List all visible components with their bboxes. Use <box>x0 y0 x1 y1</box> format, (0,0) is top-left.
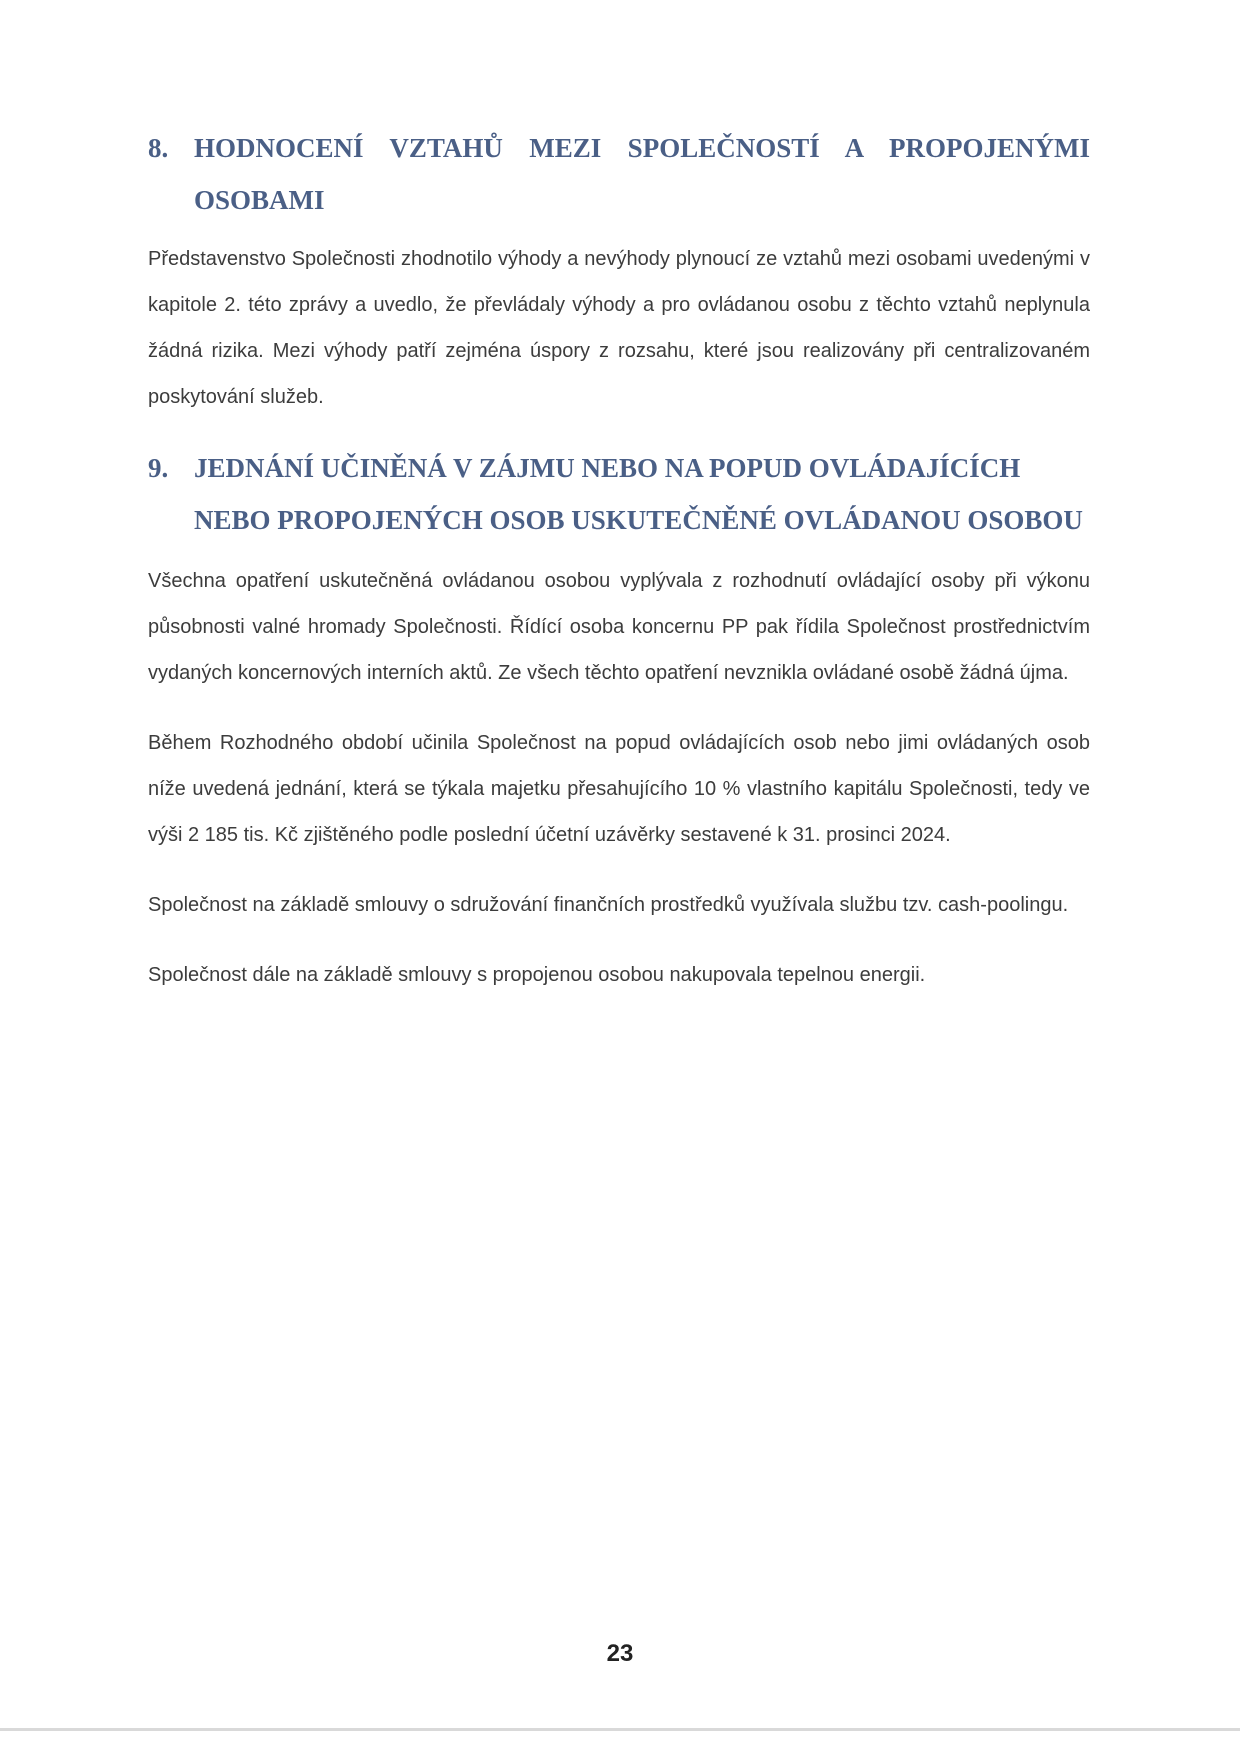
section-9-paragraph-4: Společnost dále na základě smlouvy s propojenou osobou nakupovala tepelnou energii. <box>148 964 926 986</box>
section-9-paragraph-2: Během Rozhodného období učinila Společnost na popud ovládajících osob nebo jimi ovládaných osob níže uvedená jednání, která se týkala majetku přesahujícího 10 % vlastního kapitálu Společnosti, tedy ve výši 2 185 tis. Kč zjištěného podle poslední účetní uzávěrky sestavené k 31. prosinci 2024. <box>148 732 1090 846</box>
section-9-heading <box>148 442 1090 546</box>
section-8-title: HODNOCENÍ VZTAHŮ MEZI SPOLEČNOSTÍ A PROPOJENÝMI OSOBAMI <box>194 133 1090 215</box>
section-9-paragraph-1: Všechna opatření uskutečněná ovládanou osobou vyplývala z rozhodnutí ovládající osoby při výkonu působnosti valné hromady Společnosti. Řídící osoba koncernu PP pak řídila Společnost prostřednictvím vydaných koncernových interních aktů. Ze všech těchto opatření nevznikla ovládané osobě žádná újma. <box>148 570 1090 684</box>
section-8-number: 8. <box>148 133 169 163</box>
section-8-paragraph-1: Představenstvo Společnosti zhodnotilo výhody a nevýhody plynoucí ze vztahů mezi osobami uvedenými v kapitole 2. této zprávy a uvedlo, že převládaly výhody a pro ovládanou osobu z těchto vztahů neplynula žádná rizika. Mezi výhody patří zejména úspory z rozsahu, které jsou realizovány při centralizovaném poskytování služeb. <box>148 248 1090 408</box>
section-8-heading <box>148 122 1090 226</box>
bottom-rule <box>0 1728 1240 1731</box>
section-9-title: JEDNÁNÍ UČINĚNÁ V ZÁJMU NEBO NA POPUD OVLÁDAJÍCÍCH NEBO PROPOJENÝCH OSOB USKUTEČNĚNÉ OVLÁDANOU OSOBOU <box>194 453 1083 535</box>
section-9-number: 9. <box>148 453 169 483</box>
section-9-paragraph-3: Společnost na základě smlouvy o sdružování finančních prostředků využívala službu tzv. cash-poolingu. <box>148 894 1069 916</box>
page-content <box>148 122 1090 998</box>
page-number: 23 <box>606 1640 634 1667</box>
